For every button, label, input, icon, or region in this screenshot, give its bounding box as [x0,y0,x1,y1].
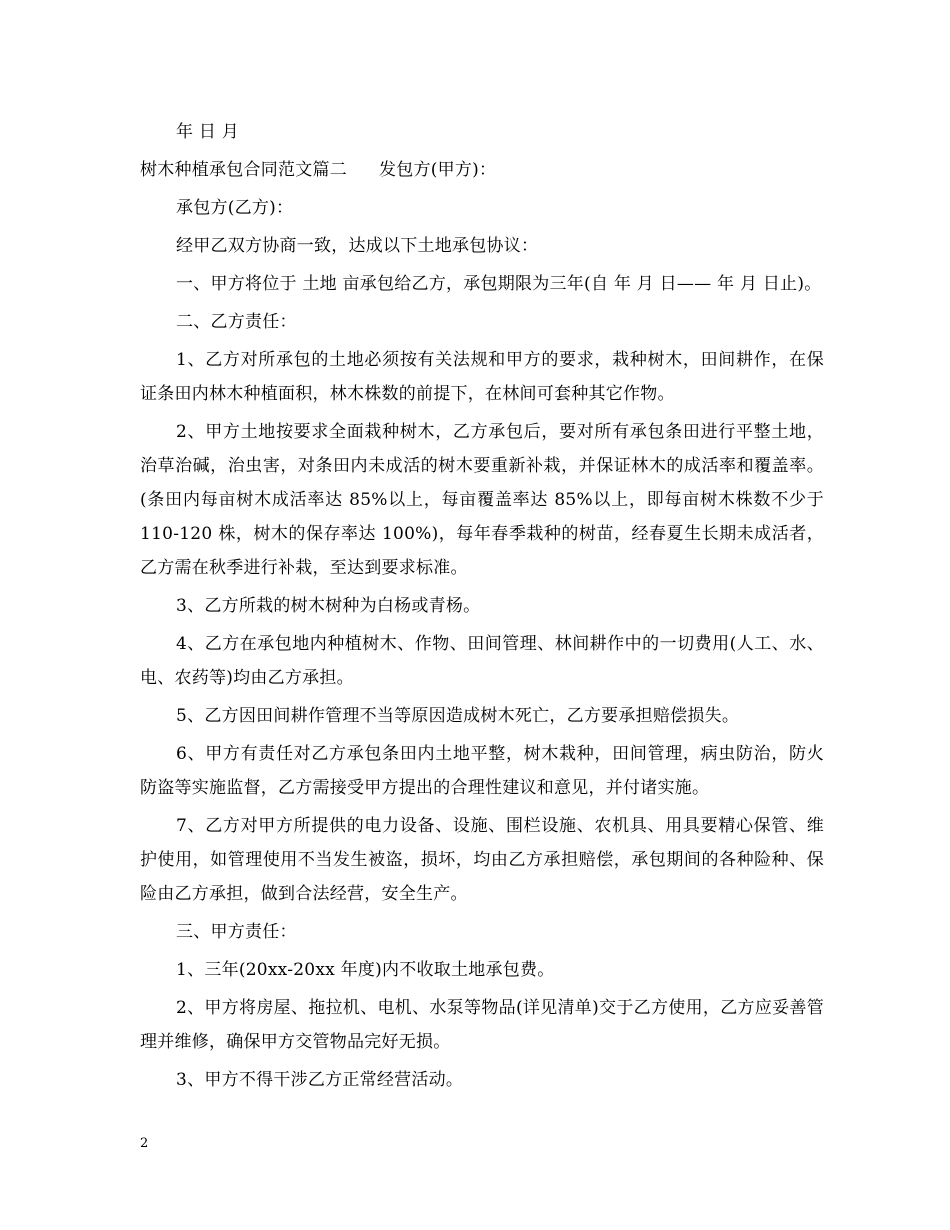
contractor-duty-3: 3、乙方所栽的树木树种为白杨或青杨。 [176,596,481,616]
issuer-duty-2: 2、甲方将房屋、拖拉机、电机、水泵等物品(详见清单)交于乙方使用，乙方应妥善管理并维修，确保甲方交管物品完好无损。 [140,998,824,1052]
contract-header [140,153,824,187]
contractor-duty-4: 4、乙方在承包地内种植树木、作物、田间管理、林间耕作中的一切费用(人工、水、电、农药等)均由乙方承担。 [140,634,824,688]
date-line: 年 日 月 [176,122,240,142]
contractor-duty-1: 1、乙方对所承包的土地必须按有关法规和甲方的要求，栽种树木，田间耕作，在保证条田内林木种植面积，林木株数的前提下，在林间可套种其它作物。 [140,350,824,404]
contractor-duty-5: 5、乙方因田间耕作管理不当等原因造成树木死亡，乙方要承担赔偿损失。 [176,706,740,726]
contractor-duty-6: 6、甲方有责任对乙方承包条田内土地平整，树木栽种，田间管理，病虫防治，防火防盗等实施监督，乙方需接受甲方提出的合理性建议和意见，并付诸实施。 [140,744,824,798]
issuer-duty-1: 1、三年(20xx-20xx 年度)内不收取土地承包费。 [176,960,555,980]
issuer-party-label: 发包方(甲方)： [379,160,497,180]
section-heading-contractor-duties: 二、乙方责任： [176,312,297,332]
section-heading-issuer-duties: 三、甲方责任： [176,922,297,942]
contractor-duty-7: 7、乙方对甲方所提供的电力设备、设施、围栏设施、农机具、用具要精心保管、维护使用，如管理使用不当发生被盗，损坏，均由乙方承担赔偿，承包期间的各种险种、保险由乙方承担，做到合法经营，安全生产。 [140,816,824,904]
document-body [140,115,824,1101]
clause-1: 一、甲方将位于 土地 亩承包给乙方，承包期限为三年(自 年 月 日—— 年 月 日止)。 [176,274,822,294]
agreement-intro: 经甲乙双方协商一致，达成以下土地承包协议： [176,236,539,256]
contract-title: 树木种植承包合同范文篇二 [140,160,347,180]
contractor-duty-2: 2、甲方土地按要求全面栽种树木，乙方承包后，要对所有承包条田进行平整土地，治草治碱，治虫害，对条田内未成活的树木要重新补栽，并保证林木的成活率和覆盖率。(条田内每亩树木成活率达 85%以上，每亩覆盖率达 85%以上，即每亩树木株数不少于 110-120 株，树木的保存率达 100%)，每年春季栽种的树苗，经春夏生长期未成活者，乙方需在秋季进行补栽，至达到要求标准。 [140,422,824,578]
issuer-duty-3: 3、甲方不得干涉乙方正常经营活动。 [176,1070,464,1090]
page-number: 2 [140,1136,149,1151]
contractor-party-label: 承包方(乙方)： [176,198,294,218]
